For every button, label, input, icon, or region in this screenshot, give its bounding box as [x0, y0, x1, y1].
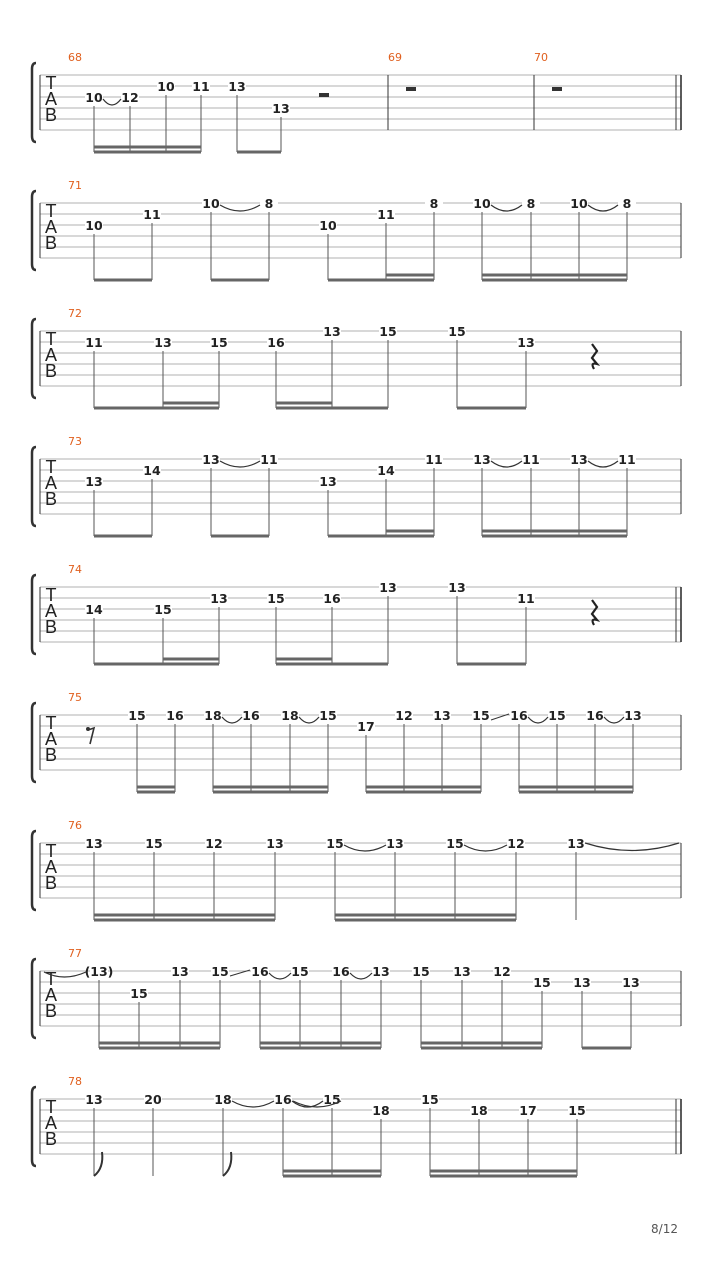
- fret-number: 15: [421, 1092, 439, 1107]
- fret-number: 12: [507, 836, 525, 851]
- fret-number: 15: [379, 324, 397, 339]
- fret-number: 15: [548, 708, 566, 723]
- fret-number: 15: [446, 836, 464, 851]
- fret-number: 13: [319, 474, 337, 489]
- tab-clef-letter: B: [44, 745, 58, 765]
- tab-system: [32, 691, 681, 792]
- tab-system: [32, 307, 681, 408]
- fret-number: 10: [473, 196, 491, 211]
- fret-number: 14: [143, 463, 161, 478]
- tie-arc: [269, 973, 291, 979]
- tie-arc: [350, 973, 372, 979]
- system-bracket: [32, 575, 36, 654]
- system-bracket: [32, 63, 36, 142]
- fret-number: 16: [251, 964, 269, 979]
- eighth-rest: [88, 728, 94, 744]
- fret-number: 18: [204, 708, 222, 723]
- fret-number: 13: [85, 474, 103, 489]
- tie-arc: [585, 843, 679, 851]
- system-bracket: [32, 447, 36, 526]
- note-flag: [94, 1152, 102, 1176]
- tab-clef-letter: T: [45, 841, 57, 861]
- fret-number: 16: [510, 708, 528, 723]
- measure-number: 74: [68, 563, 82, 576]
- fret-number: 15: [568, 1103, 586, 1118]
- fret-number: 15: [145, 836, 163, 851]
- fret-number: 8: [526, 196, 536, 211]
- quarter-rest: [592, 344, 597, 369]
- measure-number: 76: [68, 819, 82, 832]
- fret-number: 15: [267, 591, 285, 606]
- fret-number: 10: [319, 218, 337, 233]
- fret-number: 12: [205, 836, 223, 851]
- system-bracket: [32, 1087, 36, 1166]
- fret-number: 15: [210, 335, 228, 350]
- tab-clef-letter: B: [44, 873, 58, 893]
- fret-number: 15: [211, 964, 229, 979]
- fret-number: 8: [622, 196, 632, 211]
- tie-arc: [491, 461, 522, 467]
- fret-number: 18: [372, 1103, 390, 1118]
- fret-number: 13: [171, 964, 189, 979]
- fret-number: 12: [493, 964, 511, 979]
- fret-number: 15: [472, 708, 490, 723]
- tie-arc: [220, 205, 260, 211]
- fret-number: 13: [473, 452, 491, 467]
- tab-clef-letter: B: [44, 489, 58, 509]
- fret-number: 16: [586, 708, 604, 723]
- fret-number: 16: [332, 964, 350, 979]
- whole-rest: [552, 87, 562, 91]
- tab-system: [32, 819, 681, 920]
- tab-clef-letter: B: [44, 1001, 58, 1021]
- tie-arc: [299, 717, 319, 723]
- fret-number: 13: [624, 708, 642, 723]
- fret-number: 13: [448, 580, 466, 595]
- fret-number: 13: [570, 452, 588, 467]
- fret-number: 10: [157, 79, 175, 94]
- fret-number: 11: [143, 207, 161, 222]
- fret-number: 10: [85, 90, 103, 105]
- fret-number: 15: [319, 708, 337, 723]
- fret-number: 10: [85, 218, 103, 233]
- tab-clef-letter: T: [45, 1097, 57, 1117]
- fret-number: 12: [121, 90, 139, 105]
- tab-clef-letter: T: [45, 969, 57, 989]
- fret-number: 15: [291, 964, 309, 979]
- tab-system: [32, 563, 681, 664]
- tab-clef-letter: B: [44, 1129, 58, 1149]
- fret-number: 15: [448, 324, 466, 339]
- fret-number: 13: [517, 335, 535, 350]
- fret-number: 17: [519, 1103, 537, 1118]
- tab-clef-letter: B: [44, 105, 58, 125]
- measure-number: 72: [68, 307, 82, 320]
- fret-number: 13: [266, 836, 284, 851]
- tab-clef-letter: A: [44, 473, 58, 493]
- page-number: 8/12: [651, 1222, 678, 1236]
- system-bracket: [32, 319, 36, 398]
- fret-number: 11: [260, 452, 278, 467]
- fret-number: 11: [618, 452, 636, 467]
- tie-arc: [232, 1101, 274, 1107]
- fret-number: 15: [128, 708, 146, 723]
- fret-number: 17: [357, 719, 375, 734]
- tab-clef-letter: A: [44, 857, 58, 877]
- tie-arc: [528, 717, 548, 723]
- note-flag: [223, 1152, 231, 1176]
- fret-number: 13: [85, 836, 103, 851]
- tie-arc: [344, 845, 386, 851]
- fret-number: 12: [395, 708, 413, 723]
- tab-clef-letter: A: [44, 729, 58, 749]
- tab-system: [32, 179, 681, 280]
- tab-clef-letter: T: [45, 585, 57, 605]
- fret-number: 18: [470, 1103, 488, 1118]
- fret-number: 13: [386, 836, 404, 851]
- fret-number: 8: [429, 196, 439, 211]
- tab-system: [32, 435, 681, 536]
- tab-clef-letter: T: [45, 73, 57, 93]
- tab-system: [32, 51, 681, 152]
- quarter-rest: [592, 600, 597, 625]
- fret-number: 13: [567, 836, 585, 851]
- fret-number: 13: [433, 708, 451, 723]
- tab-clef-letter: A: [44, 985, 58, 1005]
- measure-number: 70: [534, 51, 548, 64]
- tab-clef-letter: B: [44, 233, 58, 253]
- fret-number: 16: [267, 335, 285, 350]
- fret-number: 18: [214, 1092, 232, 1107]
- measure-number: 68: [68, 51, 82, 64]
- measure-number: 73: [68, 435, 82, 448]
- whole-rest: [406, 87, 416, 91]
- fret-number: 13: [85, 1092, 103, 1107]
- fret-number: 13: [453, 964, 471, 979]
- system-bracket: [32, 831, 36, 910]
- fret-number: 16: [323, 591, 341, 606]
- fret-number: 11: [517, 591, 535, 606]
- fret-number: 16: [242, 708, 260, 723]
- system-bracket: [32, 703, 36, 782]
- tab-clef-letter: A: [44, 217, 58, 237]
- measure-number: 77: [68, 947, 82, 960]
- tie-arc: [588, 205, 618, 211]
- tie-arc: [588, 461, 618, 467]
- fret-number: 13: [379, 580, 397, 595]
- tab-system: [32, 947, 681, 1048]
- fret-number: 11: [192, 79, 210, 94]
- tab-system: [32, 1075, 681, 1176]
- system-bracket: [32, 959, 36, 1038]
- fret-number: 11: [85, 335, 103, 350]
- tab-clef-letter: A: [44, 1113, 58, 1133]
- tie-arc: [222, 717, 242, 723]
- tab-clef-letter: A: [44, 89, 58, 109]
- fret-number: 15: [130, 986, 148, 1001]
- fret-number: 13: [202, 452, 220, 467]
- fret-number: 20: [144, 1092, 162, 1107]
- tab-clef-letter: T: [45, 201, 57, 221]
- fret-number: 11: [425, 452, 443, 467]
- tab-clef-letter: T: [45, 457, 57, 477]
- tie-arc: [491, 205, 522, 211]
- fret-number: 13: [210, 591, 228, 606]
- fret-number: 13: [154, 335, 172, 350]
- fret-number: 10: [202, 196, 220, 211]
- fret-number: 15: [323, 1092, 341, 1107]
- fret-number: 16: [274, 1092, 292, 1107]
- tie-arc: [464, 845, 507, 851]
- fret-number: 11: [377, 207, 395, 222]
- fret-number: 15: [154, 602, 172, 617]
- half-rest: [319, 93, 329, 97]
- tab-clef-letter: A: [44, 601, 58, 621]
- fret-number: 13: [372, 964, 390, 979]
- fret-number: 15: [326, 836, 344, 851]
- fret-number: 13: [228, 79, 246, 94]
- fret-number: (13): [84, 964, 114, 979]
- fret-number: 16: [166, 708, 184, 723]
- measure-number: 71: [68, 179, 82, 192]
- fret-number: 15: [533, 975, 551, 990]
- tab-clef-letter: T: [45, 329, 57, 349]
- fret-number: 18: [281, 708, 299, 723]
- fret-number: 13: [272, 101, 290, 116]
- fret-number: 13: [573, 975, 591, 990]
- tie-arc: [103, 99, 121, 105]
- fret-number: 14: [85, 602, 103, 617]
- fret-number: 15: [412, 964, 430, 979]
- tab-clef-letter: B: [44, 361, 58, 381]
- system-bracket: [32, 191, 36, 270]
- tab-clef-letter: T: [45, 713, 57, 733]
- measure-number: 69: [388, 51, 402, 64]
- fret-number: 13: [622, 975, 640, 990]
- fret-number: 10: [570, 196, 588, 211]
- measure-number: 75: [68, 691, 82, 704]
- measure-number: 78: [68, 1075, 82, 1088]
- fret-number: 8: [264, 196, 274, 211]
- fret-number: 11: [522, 452, 540, 467]
- tie-arc: [220, 461, 260, 467]
- tab-clef-letter: B: [44, 617, 58, 637]
- tie-arc: [604, 717, 624, 723]
- tab-clef-letter: A: [44, 345, 58, 365]
- fret-number: 13: [323, 324, 341, 339]
- fret-number: 14: [377, 463, 395, 478]
